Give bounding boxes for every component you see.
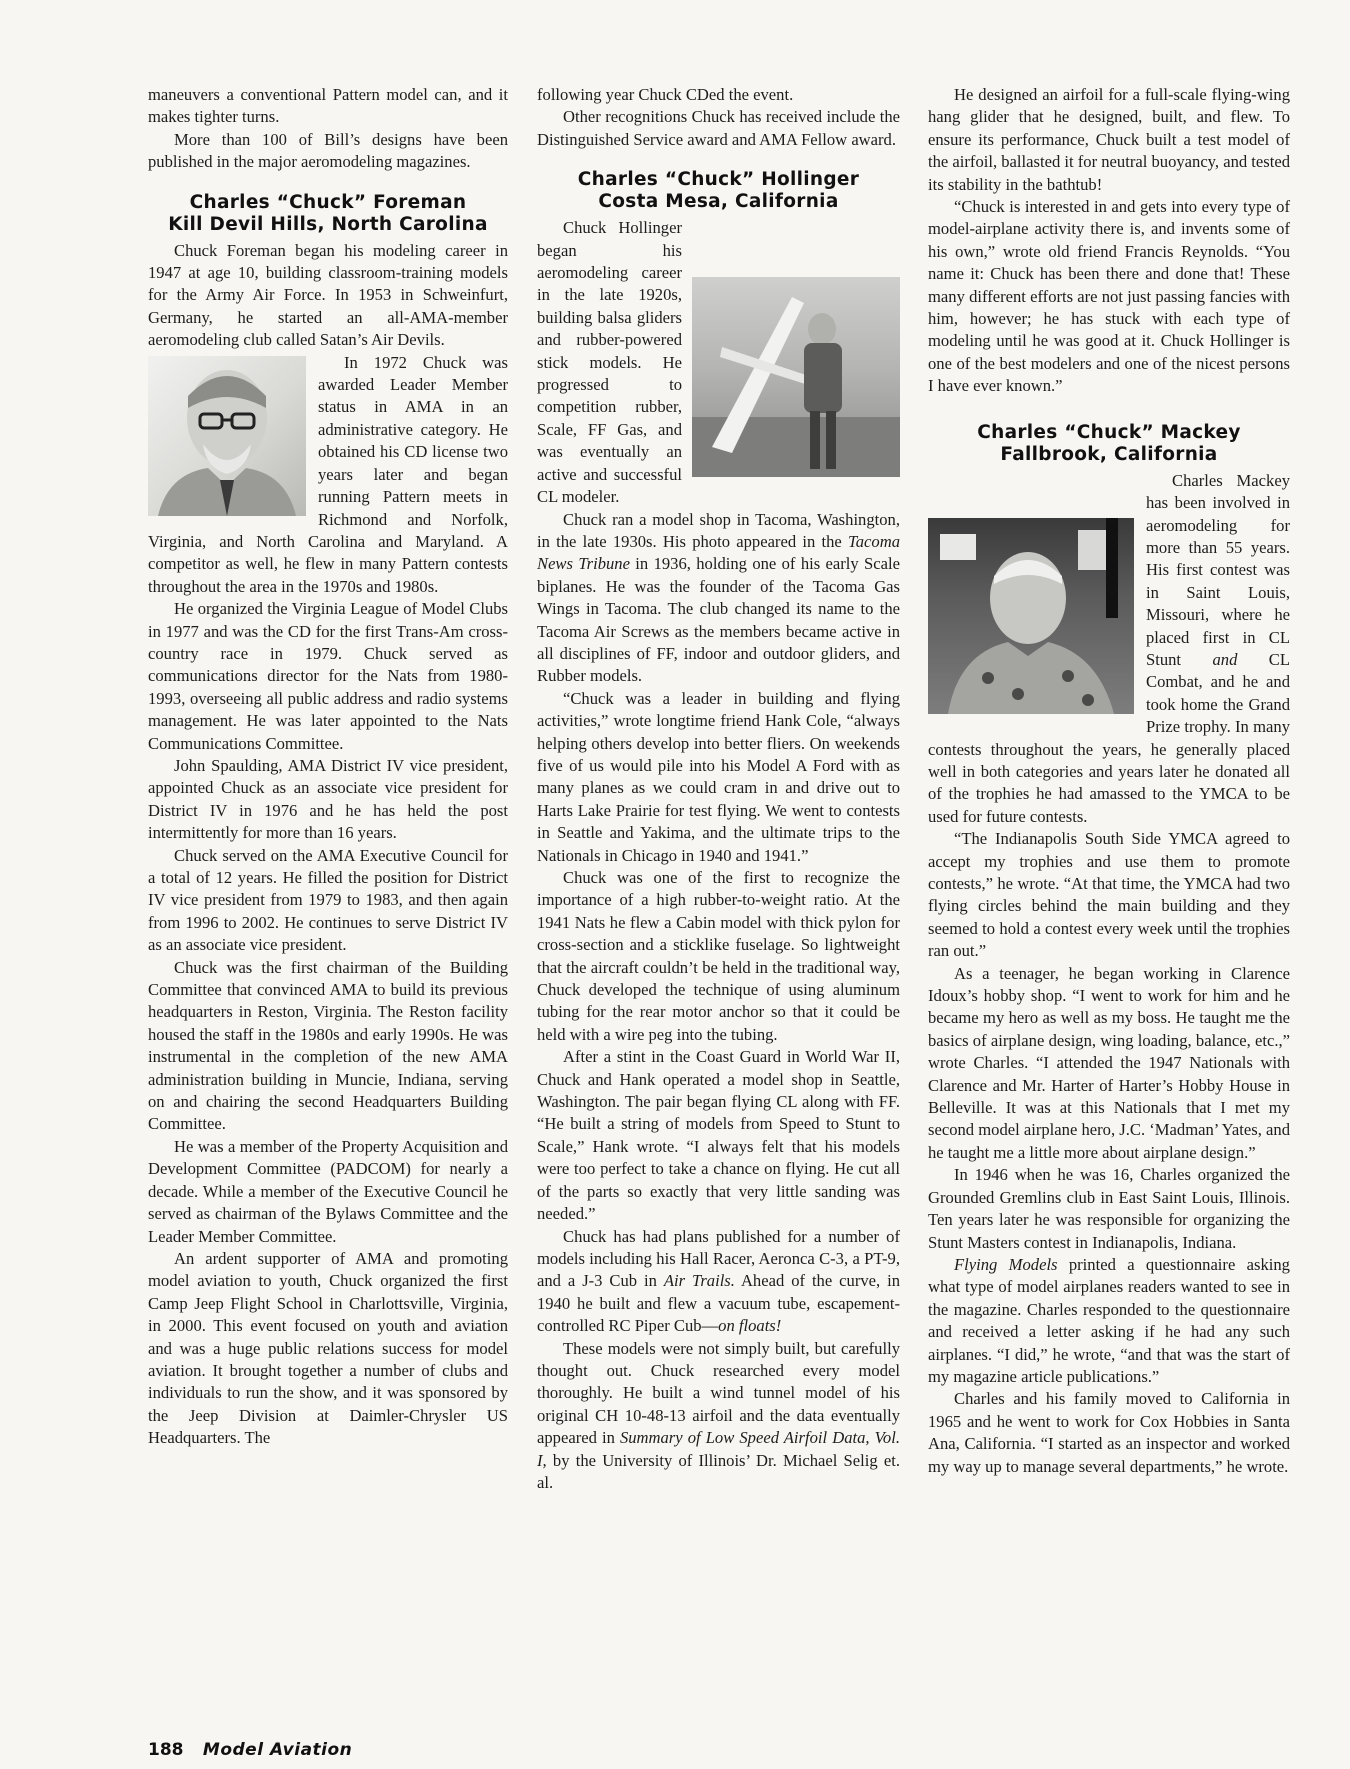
publication-title: Air Trails. xyxy=(663,1271,735,1291)
hollinger-name: Charles “Chuck” Hollinger xyxy=(577,169,860,191)
paragraph: He organized the Virginia League of Model Clubs in 1977 and was the CD for the first Trans-Am cross-country race in 1979. Chuck served as communications director for the Nats from 1980-1993, overseeing all public address and radio systems management. He was later appointed to the Nats Communications Committee. xyxy=(148,599,508,753)
paragraph: “Chuck is interested in and gets into every type of model-airplane activity there is, and invents some of his own,” wrote old friend Francis Reynolds. “You name it: Chuck has been there and done that! These many different efforts are not just passing fancies with him, however; he has stuck with each type of modeling until he was good at it. Chuck Hollinger is one of the best modelers and one of the nicest persons I have ever known.” xyxy=(928,197,1290,396)
paragraph xyxy=(537,1226,900,1338)
text-run: Chuck has had plans published for a number of models including his Hall Racer, Aeronca C-3, a PT-9, and a J-3 Cub in xyxy=(537,1226,900,1291)
paragraph: More than 100 of Bill’s designs have been published in the major aeromodeling magazines. xyxy=(148,129,508,172)
heading-hollinger xyxy=(537,169,900,213)
foreman-location: Kill Devil Hills, North Carolina xyxy=(168,213,488,235)
heading-foreman xyxy=(148,192,508,236)
hollinger-location: Costa Mesa, California xyxy=(598,191,839,213)
text-run: These models were not simply built, but carefully thought out. Chuck researched every model thoroughly. He built a wind tunnel model of his original CH 10-48-13 airfoil and the data eventually appeared in xyxy=(537,1338,900,1448)
paragraph: An ardent supporter of AMA and promoting model aviation to youth, Chuck organized the first Camp Jeep Flight School in Charlottsville, Virginia, in 2000. This event focused on youth and aviation and was a huge public relations success for model aviation. It brought together a number of clubs and individuals to run the show, and it was sponsored by the Jeep Division at Daimler-Chrysler US Headquarters. The xyxy=(148,1248,508,1448)
portrait-icon xyxy=(928,518,1134,714)
heading-mackey xyxy=(928,422,1290,466)
portrait-icon xyxy=(148,356,306,516)
text-run: Chuck ran a model shop in Tacoma, Washington, in the late 1930s. His photo appeared in the xyxy=(537,509,900,551)
foreman-name: Charles “Chuck” Foreman xyxy=(189,191,467,213)
emphasis: on floats! xyxy=(718,1316,782,1336)
paragraph: maneuvers a conventional Pattern model can, and it makes tighter turns. xyxy=(148,85,508,127)
mackey-photo xyxy=(928,518,1134,714)
paragraph: Chuck was the first chairman of the Building Committee that convinced AMA to build its previous headquarters in Reston, Virginia. The Reston facility housed the staff in the 1980s and early 1990s. He was instrumental in the completion of the new AMA administration building in Muncie, Indiana, serving on and chairing the second Headquarters Building Committee. xyxy=(148,957,508,1134)
paragraph: “Chuck was a leader in building and flying activities,” wrote longtime friend Hank Cole, “always helping others develop into better fliers. On weekends five of us would pile into his Model A Ford with as many planes as we could cram in and drive out to Harts Lake Prairie for test flying. We went to contests in Seattle and Yakima, and the ultimate trips to the Nationals in Chicago in 1940 and 1941.” xyxy=(537,688,900,865)
column-1 xyxy=(148,84,508,1450)
paragraph: John Spaulding, AMA District IV vice president, appointed Chuck as an associate vice president for District IV in 1976 and he has held the post intermittently for more than 16 years. xyxy=(148,755,508,843)
paragraph: Charles and his family moved to California in 1965 and he went to work for Cox Hobbies in Santa Ana, California. “I started as an inspector and worked my way up to manage several departments,” he wrote. xyxy=(928,1389,1290,1476)
mackey-location: Fallbrook, California xyxy=(1000,443,1218,465)
paragraph: Chuck Hollinger began his aeromodeling career in the late 1920s, building balsa gliders and rubber-powered stick models. He progressed to competition rubber, Scale, FF Gas, and was eventually an active and successful CL modeler. xyxy=(537,218,682,507)
column-3 xyxy=(928,84,1290,1478)
paragraph xyxy=(928,1254,1290,1388)
text-run: Ahead of the curve, in 1940 he built and flew a vacuum tube, escapement-controlled RC Piper Cub— xyxy=(537,1271,901,1336)
text-run: in 1936, holding one of his early Scale biplanes. He was the founder of the Tacoma Gas Wings in Tacoma. The club changed its name to the Tacoma Air Screws as the members became active in all disciplines of FF, indoor and outdoor gliders, and Rubber models. xyxy=(537,554,900,686)
paragraph: Chuck Foreman began his modeling career in 1947 at age 10, building classroom-training models for the Army Air Force. In 1953 in Schweinfurt, Germany, he started an all-AMA-member aeromodeling club called Satan’s Air Devils. xyxy=(148,240,508,350)
foreman-photo xyxy=(148,356,306,516)
glider-photo-icon xyxy=(692,277,900,477)
paragraph: In 1972 Chuck was awarded Leader Member status in AMA in an administrative category. He obtained his CD license two years later and began running Pattern meets in Richmond and Norfolk, Virginia, and North Carolina and Maryland. A competitor as well, he flew in many Pattern contests throughout the area in the 1970s and 1980s. xyxy=(148,352,508,596)
paragraph: He was a member of the Property Acquisition and Development Committee (PADCOM) for nearly a decade. While a member of the Executive Council he served as chairman of the Bylaws Committee and the Leader Member Committee. xyxy=(148,1136,508,1246)
emphasis: and xyxy=(1212,649,1238,669)
publication-title: Tacoma News Tribune xyxy=(537,531,900,574)
paragraph: “The Indianapolis South Side YMCA agreed to accept my trophies and use them to promote contests,” he wrote. “At that time, the YMCA had two flying circles behind the main building and they seemed to hold a contest every week until the trophies ran out.” xyxy=(928,829,1290,961)
paragraph: He designed an airfoil for a full-scale flying-wing hang glider that he designed, built, and flew. To ensure its performance, Chuck built a test model of the airfoil, ballasted it for neutral buoyancy, and tested its stability in the bathtub! xyxy=(928,85,1291,194)
mackey-name: Charles “Chuck” Mackey xyxy=(977,421,1241,443)
paragraph: following year Chuck CDed the event. xyxy=(537,85,794,104)
paragraph: Other recognitions Chuck has received include the Distinguished Service award and AMA Fellow award. xyxy=(537,107,900,149)
magazine-name: Model Aviation xyxy=(202,1740,353,1760)
paragraph: After a stint in the Coast Guard in World War II, Chuck and Hank operated a model shop in Seattle, Washington. The pair began flying CL along with FF. “He built a string of models from Speed to Stunt to Scale,” Hank wrote. “I always felt that his models were too perfect to take a chance on flying. He cut all of the parts so exactly that very little sanding was needed.” xyxy=(537,1047,900,1224)
paragraph xyxy=(537,1338,900,1495)
page-footer xyxy=(148,1740,352,1760)
text-run: printed a questionnaire asking what type of model airplanes readers wanted to see in the magazine. Charles responded to the questionnaire and received a letter asking if he had any such airplanes. “I did,” he wrote, “and that was the start of my magazine article publications.” xyxy=(928,1254,1290,1386)
publication-title: Flying Models xyxy=(954,1254,1058,1274)
paragraph: Chuck served on the AMA Executive Council for a total of 12 years. He filled the position for District IV vice president from 1979 to 1983, and then again from 1996 to 2002. He continues to serve District IV as an associate vice president. xyxy=(148,845,508,955)
text-run: Charles Mackey has been involved in aeromodeling for more than 55 years. His first contest was in Saint Louis, Missouri, where he placed first in CL Stunt xyxy=(1146,470,1290,669)
hollinger-photo xyxy=(692,277,900,477)
paragraph: In 1946 when he was 16, Charles organized the Grounded Gremlins club in East Saint Louis, Illinois. Ten years later he was responsible for organizing the Stunt Masters contest in Indianapolis, Indiana. xyxy=(928,1165,1290,1252)
text-run: by the University of Illinois’ Dr. Michael Selig et. al. xyxy=(537,1450,900,1492)
text-run: CL Combat, and he and took home the Grand Prize trophy. In many contests throughout the years, he generally placed well in both categories and years later he donated all of the trophies he had amassed to the YMCA to be used for future contests. xyxy=(928,649,1290,826)
paragraph xyxy=(537,509,900,688)
publication-title: Summary of Low Speed Airfoil Data, Vol. I, xyxy=(537,1428,900,1470)
paragraph: Chuck was one of the first to recognize the importance of a high rubber-to-weight ratio. At the 1941 Nats he flew a Cabin model with thick pylon for cross-section and a sticklike fuselage. So lightweight that the aircraft couldn’t be held in the traditional way, Chuck developed the technique of using aluminum tubing for the rear motor anchor so that it could be held with a wire peg into the tubing. xyxy=(537,868,900,1044)
paragraph: As a teenager, he began working in Clarence Idoux’s hobby shop. “I went to work for him and he became my hero as well as my boss. He taught me the basics of airplane design, wing loading, balance, etc.,” wrote Charles. “I attended the 1947 Nationals with Clarence and Mr. Harter of Harter’s Hobby House in Belleville. It was at this Nationals that I met my second model airplane hero, J.C. ‘Madman’ Yates, and he taught me a little more about airplane design.” xyxy=(928,963,1290,1162)
page-number: 188 xyxy=(148,1740,184,1760)
column-2 xyxy=(537,84,900,1494)
